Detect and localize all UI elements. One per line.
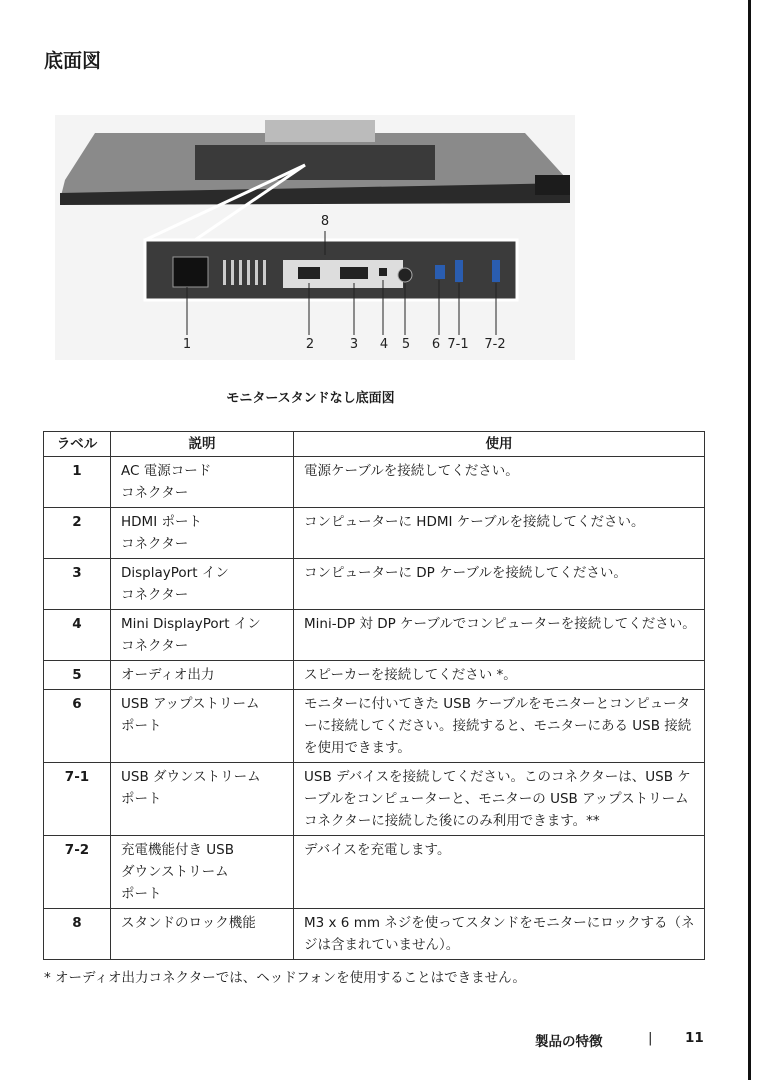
page-edge-divider [748,0,751,1080]
row-label: 6 [44,690,111,763]
row-usage: 電源ケーブルを接続してください。 [294,457,705,508]
row-label: 4 [44,610,111,661]
row-label: 7-2 [44,836,111,909]
table-row [44,763,705,836]
row-usage: デバイスを充電します。 [294,836,705,909]
connector-table [43,431,705,960]
footer-section: 製品の特徴 [535,1034,603,1050]
row-usage: モニターに付いてきた USB ケーブルをモニターとコンピューターに接続してください。接続すると、モニターにある USB 接続を使用できます。 [294,690,705,763]
row-usage: スピーカーを接続してください *。 [294,661,705,690]
header-label: ラベル [44,432,111,457]
row-label: 1 [44,457,111,508]
table-row [44,457,705,508]
row-usage: コンピューターに DP ケーブルを接続してください。 [294,559,705,610]
footnote: * オーディオ出力コネクターでは、ヘッドフォンを使用することはできません。 [44,970,526,986]
row-description: USB アップストリーム ポート [111,690,294,763]
callout-6: 6 [431,337,441,352]
row-label: 2 [44,508,111,559]
row-description: 充電機能付き USB ダウンストリーム ポート [111,836,294,909]
figure-caption: モニタースタンドなし底面図 [226,391,395,406]
table-row [44,836,705,909]
monitor-bottom-view-figure [55,115,575,360]
row-usage: M3 x 6 mm ネジを使ってスタンドをモニターにロックする（ネジは含まれていません）。 [294,909,705,960]
callout-7-1: 7-1 [447,337,469,352]
callout-4: 4 [379,337,389,352]
row-label: 5 [44,661,111,690]
row-description: AC 電源コード コネクター [111,457,294,508]
row-usage: Mini-DP 対 DP ケーブルでコンピューターを接続してください。 [294,610,705,661]
row-description: DisplayPort イン コネクター [111,559,294,610]
table-row [44,610,705,661]
row-label: 3 [44,559,111,610]
row-label: 8 [44,909,111,960]
page-title: 底面図 [44,50,102,72]
table-row [44,508,705,559]
row-description: オーディオ出力 [111,661,294,690]
row-description: HDMI ポート コネクター [111,508,294,559]
header-usage: 使用 [294,432,705,457]
callout-3: 3 [349,337,359,352]
table-row [44,559,705,610]
callout-5: 5 [401,337,411,352]
row-description: Mini DisplayPort イン コネクター [111,610,294,661]
row-usage: USB デバイスを接続してください。このコネクターは、USB ケーブルをコンピューターと、モニターの USB アップストリームコネクターに接続した後にのみ利用できます。** [294,763,705,836]
callout-8: 8 [320,214,330,229]
callout-7-2: 7-2 [484,337,506,352]
row-usage: コンピューターに HDMI ケーブルを接続してください。 [294,508,705,559]
table-row [44,909,705,960]
row-label: 7-1 [44,763,111,836]
table-row [44,690,705,763]
callout-2: 2 [305,337,315,352]
header-description: 説明 [111,432,294,457]
row-description: USB ダウンストリーム ポート [111,763,294,836]
footer-separator: | [648,1030,653,1046]
callout-1: 1 [182,337,192,352]
table-row [44,661,705,690]
page-number: 11 [685,1030,704,1046]
row-description: スタンドのロック機能 [111,909,294,960]
